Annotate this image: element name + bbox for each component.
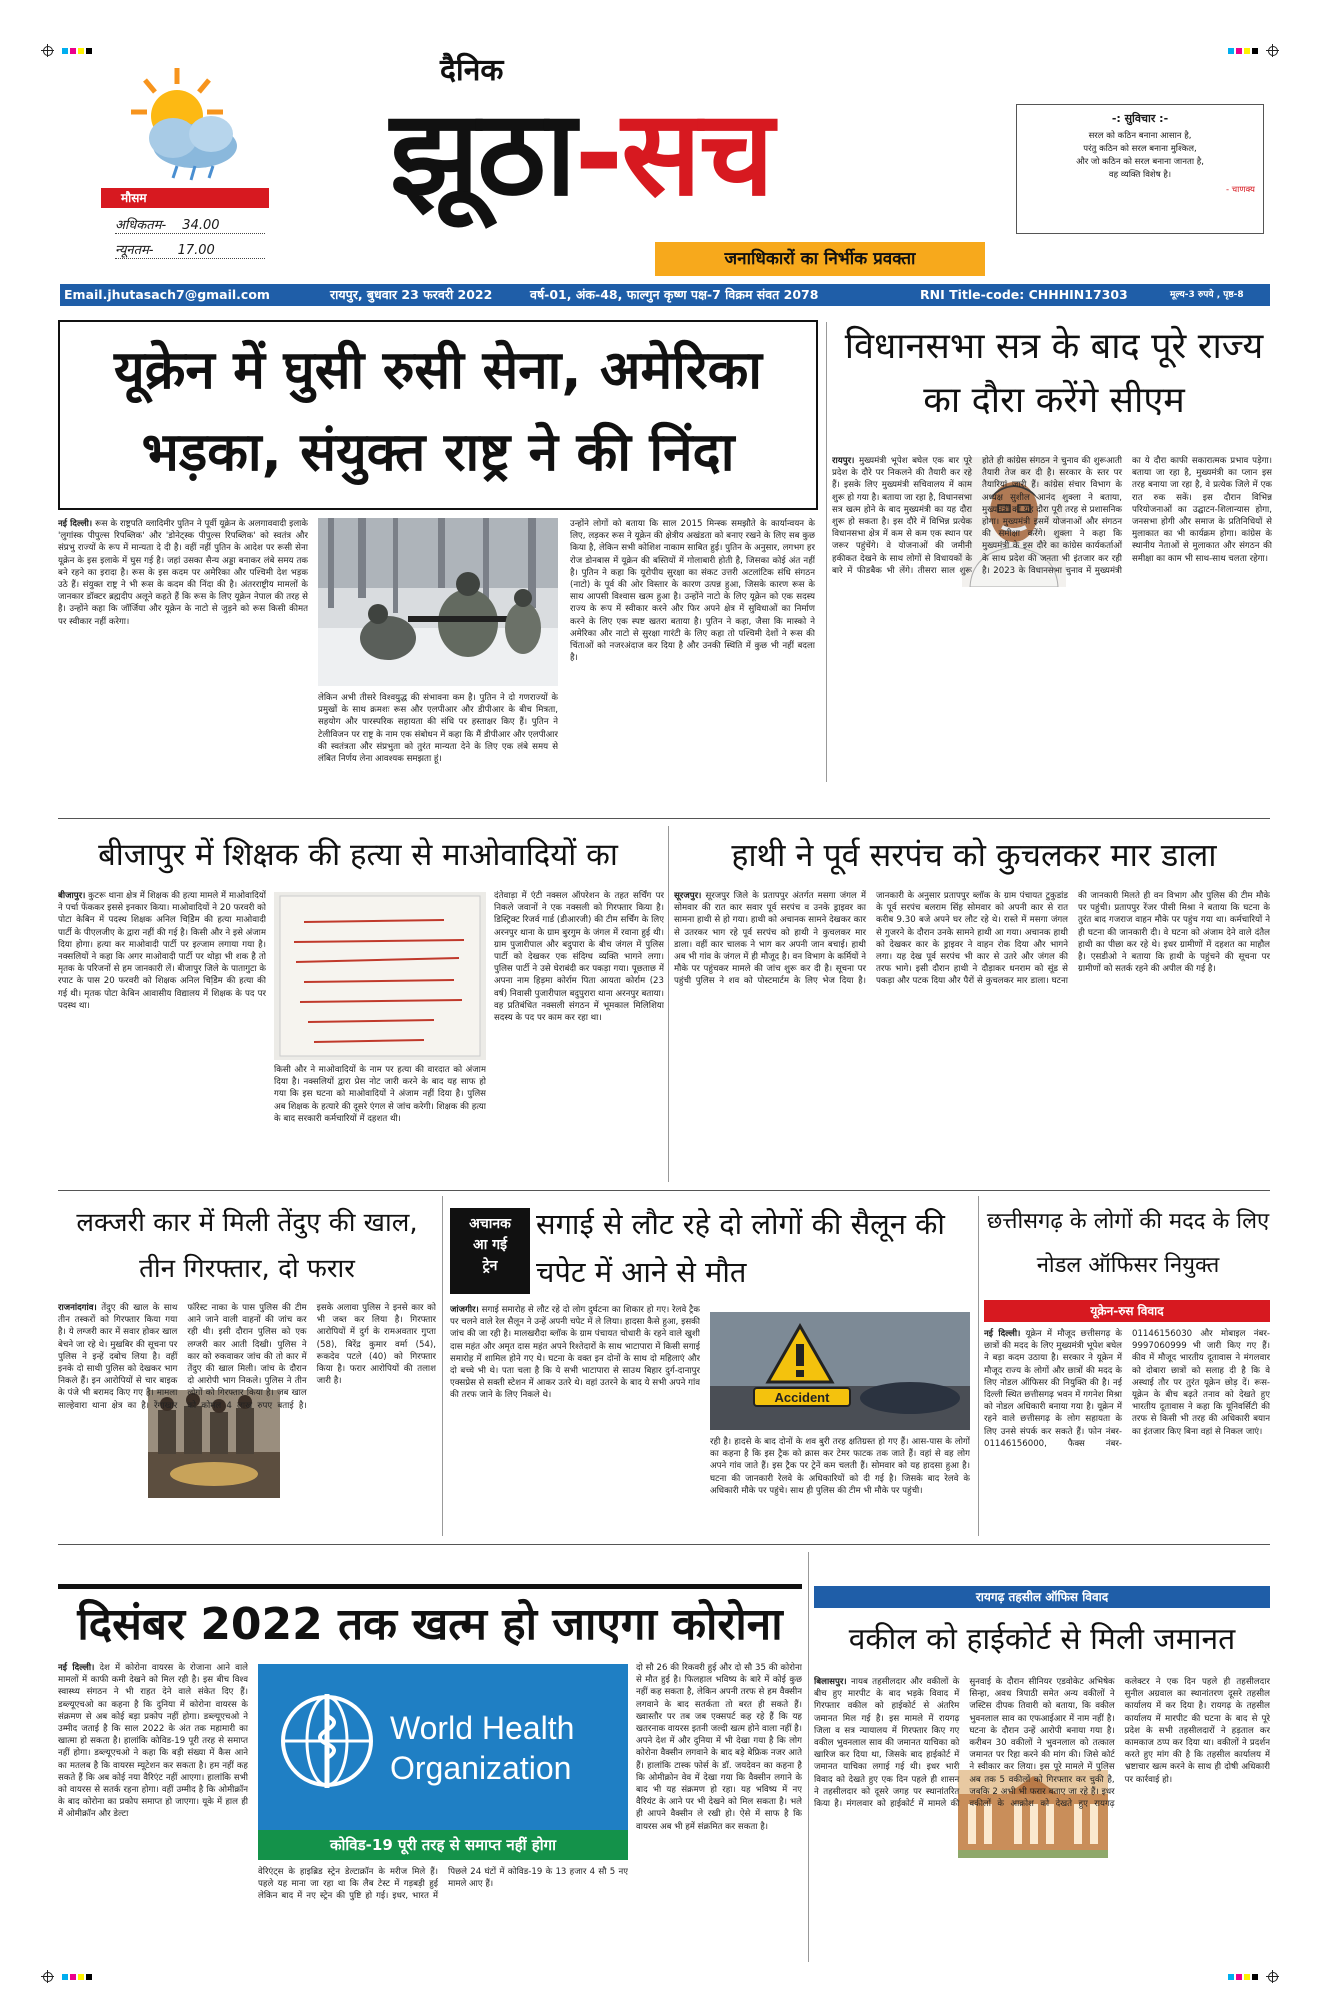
accident-kicker-line1: अचानक bbox=[469, 1216, 511, 1232]
bijapur-body-text-a: कुटरू थाना क्षेत्र में शिक्षक की हत्या मामले में माओवादियों ने पर्चा फेंककर इससे इनकार किया। माओवादियों ने 20 फरवरी को पोटा केबिन में पदस्थ शिक्षक अनिल चिडि़ेम की हत्या माओवादी पार्टी के पीएलजीए के द्वारा नहीं की गई है। किसी और ने इसे अंजाम दिया होगा। हत्या कर माओवादी पार्टी पर इल्जाम लगाया गया है। नक्सलियों ने कहा कि अगर माओवादी पार्टी पर थोड़ा भी शक है तो मृतक के परिजनों से हम जानकारी लें। बीजापुर जिले के पातागुटा के रपाट के पास 20 फरवरी को शिक्षक अनिल चिडि़ेम की हत्या की गई थी। मृतक पोटा केबिन आवासीय विद्यालय में शिक्षक के पद पर पदस्थ था। bbox=[58, 891, 266, 1011]
color-bar bbox=[1228, 48, 1258, 54]
ukraine-body-text-a: रूस के राष्ट्रपति व्लादिमीर पुतिन ने पूर्वी यूक्रेन के अलगाववादी इलाके 'लुगांस्क पीपुल्स रिपब्लिक' और 'डोनेट्स्क पीपुल्स रिपब्लिक' को स्वतंत्र और संप्रभु राज्यों के रूप में मान्यता दे दी है। वहीं नहीं पुतिन के आदेश पर रूसी सेना यूक्रेन के इस इलाके में घुस गई है। जहां उसका सैन्य अड्डा बनाकर लंबे समय तक बने रहने का इरादा है। रूस के इस कदम पर अमेरिका और पश्चिमी देश भड़क उठे हैं। संयुक्त राष्ट्र ने भी रूस के कदम की निंदा की है। अंतरराष्ट्रीय मामलों के जानकार डॉक्टर ब्रह्मदीप अलूने कहते हैं कि रूस के लिए यूक्रेन नेपाल की तरह से है। उन्होंने कहा कि जॉर्जिया और यूक्रेन के नाटो से जुड़ने को रूस किसी कीमत पर स्वीकार नहीं करेगा। bbox=[58, 519, 308, 627]
bijapur-body-b: किसी और ने माओवादियों के नाम पर हत्या की वारदात को अंजाम दिया है। नक्सलियों द्वारा प्रेस नोट जारी करने के बाद यह साफ हो गया कि इस घटना को माओवादियों ने अंजाम नहीं दिया है। पुलिस अब शिक्षक के हत्यारे की दूसरे एंगल से जांच करेगी। शिक्षक की हत्या के बाद सरकारी कर्मचारियों में दहशत थी। bbox=[274, 1065, 486, 1124]
thought-box bbox=[1016, 104, 1264, 234]
email-text: Email.jhutasach7@gmail.com bbox=[64, 287, 270, 302]
who-caption: कोविड-19 पूरी तरह से समाप्त नहीं होगा bbox=[258, 1830, 628, 1860]
bijapur-body-c: दंतेवाड़ा में एंटी नक्सल ऑपरेशन के तहत सर्चिंग पर निकले जवानों ने एक नक्सली को गिरफ्तार किया है। डिस्ट्रिक्ट रिजर्व गार्ड (डीआरजी) की टीम सर्चिंग के लिए अरनपुर थाना के ग्राम बुरगुम के जंगल में रवाना हुई थी। ग्राम पुजारीपाल और बदुपारा के बीच जंगल में पुलिस पार्टी को देखकर एक संदिग्ध व्यक्ति भागने लगा। पुलिस पार्टी ने उसे घेराबंदी कर पकड़ा गया। पूछताछ में अपना नाम हिड़मा कोर्राम पिता आयता कोर्राम (23 वर्ष) निवासी पुजारीपाल बदुपुरारा थाना अरनपुर बताया। वह प्रतिबंधित नक्सली संगठन में भूमकाल मिलिशिया सदस्य के पद पर काम कर रहा था। bbox=[494, 891, 664, 1024]
weather-max-row bbox=[115, 215, 265, 234]
nodal-headline: छत्तीसगढ़ के लोगों की मदद के लिए नोडल ऑफिसर नियुक्त bbox=[986, 1209, 1270, 1278]
cm-tour-body-text: मुख्यमंत्री भूपेश बघेल एक बार पूरे प्रदेश के दौरे पर निकलने की तैयारी कर रहे हैं। इसके लिए मुख्यमंत्री सचिवालय में काम शुरू हो गया है। बताया जा रहा है, विधानसभा सत्र खत्म होने के बाद मुख्यमंत्री का यह दौरा शुरू हो सकता है। इस दौरे में विभिन्न प्रत्येक विधानसभा क्षेत्र में कम से कम एक स्थान पर जरूर पहुंचेंगे। वे योजनाओं की जमीनी हकीकत देखने के साथ लोगों से विधायकों के बारे में फीडबैक भी लेंगे। तीसरा साल शुरू होते ही कांग्रेस संगठन ने चुनाव की शुरूआती तैयारी तेज कर दी है। सरकार के स्तर पर तैयारियां जारी हैं। कांग्रेस संचार विभाग के अध्यक्ष सुशील आनंद शुक्ला ने बताया, मुख्यमंत्री का यह दौरा पूरी तरह से प्रशासनिक होगा। मुख्यमंत्री इसमें योजनाओं और संगठन की समीक्षा करेंगे। शुक्ला ने कहा कि मुख्यमंत्री के इस दौरे का कांग्रेस कार्यकर्ताओं के साथ प्रदेश की जनता भी इंतजार कर रही है। 2023 के विधानसभा चुनाव में मुख्यमंत्री का ये दौरा काफी सकारात्मक प्रभाव पड़ेगा। बताया जा रहा है, मुख्यमंत्री का प्लान इस तरह बनाया जा रहा है, वे प्रत्येक जिले में एक रात रुक सकें। इस दौरान विभिन्न परियोजनाओं का उद्घाटन-शिलान्यास होगा, जनसभा होगी और समाज के प्रतिनिधियों से मुलाकात का भी कार्यक्रम होगा। कांग्रेस के स्थानीय नेताओं से मुलाकात और संगठन की समीक्षा का काम भी साथ-साथ चलता रहेगा। bbox=[832, 456, 1272, 576]
column-rule bbox=[442, 1196, 443, 1536]
tendu-body-text: तेंदुए की खाल के साथ तीन तस्करों को गिरफ्तार किया गया है। ये लग्जरी कार में सवार होकर खाल बेचने जा रहे थे। मुखबिर की सूचना पर पुलिस ने इन्हें दबोच लिया है। वहीं इनके दो साथी पुलिस को देखकर भाग निकले हैं। इन आरोपियों से चार बाइक के पंजे भी बरामद किए गए हैं। मामला साल्हेवारा थाना क्षेत्र का है। रेंगाखार फॉरेस्ट नाका के पास पुलिस की टीम आने जाने वाली वाहनों की जांच कर रही थी। इसी दौरान पुलिस को एक लग्जरी कार आती दिखी। पुलिस ने कार को रुकवाकर जांच की तो कार में तेंदुए की खाल मिली। जांच के दौरान दो आरोपी भाग निकले। पुलिस ने तीन लोगों को गिरफ्तार किया है। जब खाल को कोमल 4 लाख रुपए बताई है। इसके अलावा पुलिस ने इनसे कार को भी जब्त कर लिया है। गिरफ्तार आरोपियों में दुर्ग के रामअवतार गुप्ता (58), बिरेंद्र कुमार वर्मा (54), रूकदेव पटले (40) को गिरफ्तार किया है। फरार आरोपियों की तलाश जारी है। bbox=[58, 1303, 436, 1411]
cm-tour-body bbox=[832, 455, 1272, 783]
who-name-line1: World Health bbox=[390, 1710, 575, 1746]
registration-mark bbox=[43, 1972, 53, 1982]
thought-line: और जो कठिन को सरल बनाना जानता है, bbox=[1076, 157, 1204, 167]
nodal-band: यूक्रेन-रुस विवाद bbox=[984, 1300, 1270, 1322]
bijapur-headline: बीजापुर में शिक्षक की हत्या से माओवादियों का bbox=[98, 837, 618, 873]
who-emblem-icon bbox=[272, 1686, 382, 1796]
dateline-text: रायपुर, बुधवार 23 फरवरी 2022 bbox=[330, 287, 493, 302]
weather-max-value: 34.00 bbox=[182, 218, 220, 233]
color-bar bbox=[62, 48, 92, 54]
cm-tour-dateline: रायपुर। bbox=[832, 456, 855, 466]
tagline: जनाधिकारों का निर्भीक प्रवक्ता bbox=[655, 242, 985, 276]
masthead-prefix: दैनिक bbox=[440, 53, 504, 88]
masthead-title-part2: सच bbox=[621, 84, 773, 222]
rni-text: RNI Title-code: CHHHIN17303 bbox=[920, 287, 1128, 302]
tendu-body bbox=[58, 1302, 436, 1532]
masthead-title-dash: - bbox=[574, 84, 622, 222]
corona-headline-box bbox=[58, 1584, 802, 1589]
tendu-headline: लक्जरी कार में मिली तेंदुए की खाल, तीन गिरफ्तार, दो फरार bbox=[76, 1208, 418, 1284]
registration-mark bbox=[43, 46, 53, 56]
weather-label: मौसम bbox=[101, 188, 269, 208]
nodal-body bbox=[984, 1328, 1270, 1532]
who-name-line2: Organization bbox=[390, 1750, 572, 1786]
weather-min-row bbox=[115, 240, 265, 259]
column-rule bbox=[978, 1196, 979, 1536]
raigarh-dateline: बिलासपुर। bbox=[814, 1677, 847, 1687]
weather-box bbox=[95, 60, 275, 270]
elephant-dateline: सूरजपुर। bbox=[674, 891, 702, 901]
registration-mark bbox=[1268, 46, 1278, 56]
info-bar bbox=[60, 284, 1270, 306]
bijapur-dateline: बीजापुर। bbox=[58, 891, 86, 901]
accident-body-text-a: सगाई समारोह से लौट रहे दो लोग दुर्घटना का शिकार हो गए। रेलवे ट्रैक पर चलने वाले रेल सैलून ने उन्हें अपनी चपेट में ले लिया। हादसा कैसे हुआ, इसकी जांच की जा रही है। मालखरौदा ब्लॉक के ग्राम पंचायत चोधारी के रहने वाले खुशी दास महंत और अमृत दास महंत अपने रिश्तेदारों के साथ भाटापारा में किसी सगाई समारोह में शामिल होने गए थे। घटना के वक्त इन दोनों के साथ दो महिलाएं और दो बच्चे भी थे। पता चला है कि ये सभी भाटापारा से साउथ बिहार दुर्ग-दानापुर एक्सप्रेस से सक्ती स्टेशन में आकर उतरे थे। वहां उतरने के बाद ये सभी अपने गांव की तरफ जाने के लिए निकले थे। bbox=[450, 1305, 700, 1401]
ukraine-dateline: नई दिल्ली। bbox=[58, 519, 93, 529]
section-rule bbox=[58, 818, 1270, 819]
nodal-body-text: यूक्रेन में मौजूद छत्तीसगढ़ के छात्रों की मदद के लिए मुख्यमंत्री भूपेश बघेल ने बड़ा कदम उठाया है। सरकार ने यूक्रेन में मौजूद राज्य के लोगों और छात्रों की मदद के लिए नोडल ऑफिसर की नियुक्ति की है। नई दिल्ली स्थित छत्तीसगढ़ भवन में गगनेश मिश्रा को नोडल अधिकारी बनाया गया है। यूक्रेन में रहने वाले छत्तीसगढ़ के लोग सहायता के लिए उनसे संपर्क कर सकते हैं। फोन नंबर- 01146156000, फैक्स नंबर- 01146156030 और मोबाइल नंबर- 9997060999 भी जारी किए गए हैं। कीव में मौजूद भारतीय दूतावास ने मंगलवार को दोबारा छात्रों को सलाह दी है कि वे अस्थाई तौर पर तुरंत यूक्रेन छोड़ दें। रूस-यूक्रेन के बीच बढ़ते तनाव को देखते हुए भारतीय दूतावास ने कहा कि यूनिवर्सिटी की तरफ से किसी भी तरह की अधिकारी बयान का इंतजार किए बिना वहां से निकल जाएं। bbox=[984, 1329, 1270, 1449]
masthead-title bbox=[390, 78, 990, 228]
soldiers-photo bbox=[318, 518, 558, 686]
nodal-dateline: नई दिल्ली। bbox=[984, 1329, 1021, 1339]
weather-min-value: 17.00 bbox=[177, 243, 215, 258]
accident-kicker-box bbox=[450, 1208, 530, 1294]
corona-body-text-a: देश में कोरोना वायरस के रोजाना आने वाले मामलों में काफी कमी देखने को मिल रही है। इस बीच विश्व स्वास्थ्य संगठन ने भी राहत देने वाले संकेत दिए हैं। डब्ल्यूएचओ का कहना है कि दुनिया में कोरोना वायरस के संक्रमण से अब कोई बड़ा प्रकोप नहीं होगा। डब्ल्यूएचओ ने उम्मीद जताई है कि साल 2022 के अंत तक महामारी का खात्मा हो सकता है। हालांकि कोविड-19 पूरी तरह से समाप्त नहीं होगा। डब्ल्यूएचओ ने कहा कि बड़ी संख्या में कैस आने का मतलब है कि वायरस म्यूटेशन कर सकता है। हम नहीं कह सकते हैं कि अब कोई नया वैरिएंट नहीं आएगा। हालांकि सभी को वायरस से सतर्क रहना होगा। वहीं उम्मीद है कि ओमीक्रॉन के बाद कोरोना का प्रकोप समाप्त हो जाएगा। यूके में हाल ही में ओमीक्रॉन और डेल्टा bbox=[58, 1663, 248, 1820]
weather-min-label: न्यूनतम- bbox=[115, 243, 154, 258]
who-image bbox=[258, 1664, 628, 1860]
column-rule bbox=[808, 1552, 809, 1962]
raigarh-body bbox=[814, 1676, 1270, 1958]
thought-heading: -: सुविचार :- bbox=[1111, 112, 1169, 125]
weather-max-label: अधिकतम- bbox=[115, 218, 167, 233]
ukraine-body-a bbox=[58, 518, 308, 780]
column-rule bbox=[826, 322, 827, 782]
color-bar bbox=[1228, 1974, 1258, 1980]
price-text: मूल्य-3 रुपये , पृष्ठ-8 bbox=[1170, 290, 1244, 300]
section-rule bbox=[58, 1190, 1270, 1191]
thought-line: सरल को कठिन बनाना आसान है, bbox=[1088, 131, 1192, 141]
accident-headline: सगाई से लौट रहे दो लोगों की सैलून की चपेट में आने से मौत bbox=[536, 1207, 945, 1289]
cm-tour-text bbox=[832, 455, 1272, 783]
cm-tour-headline: विधानसभा सत्र के बाद पूरे राज्य का दौरा करेंगे सीएम bbox=[844, 326, 1264, 421]
accident-body-a bbox=[450, 1304, 700, 1532]
volume-text: वर्ष-01, अंक-48, फाल्गुन कृष्ण पक्ष-7 विक्रम संवत 2078 bbox=[530, 287, 819, 302]
ukraine-body-b: लेकिन अभी तीसरे विश्वयुद्ध की संभावना कम है। पुतिन ने दो गणराज्यों के प्रमुखों के साथ क्रमशः रूस और एलपीआर और डीपीआर के बीच मित्रता, सहयोग और पारस्परिक सहायता की संधि पर हस्ताक्षर किए हैं। पुतिन ने टेलीविजन पर राष्ट्र के नाम एक संबोधन में कहा कि मैं डीपीआर और एलपीआर की स्वतंत्रता और संप्रभुता को तुरंत मान्यता देने के लिए एक लंबे समय से लंबित निर्णय लेना आवश्यक समझता हूं। bbox=[318, 693, 558, 765]
corona-body-a bbox=[58, 1662, 248, 1958]
raigarh-body-text: नायब तहसीलदार और वकीलों के बीच हुए मारपीट के बाद भड़के विवाद में गिरफ्तार वकील को हाईकोर्ट से अंतरिम जमानत मिल गई है। इस मामले में रायगढ़ जिला व सत्र न्यायालय में गिरफ्तार किए गए वकील भुवनलाल साव की जमानत याचिका को खारिज कर दिया था, जिसके बाद हाईकोर्ट में जमानत याचिका लगाई गई थी। इधर भारी विवाद को देखते हुए एक दिन पहले ही शासन ने तहसीलदार को दूसरे जगह पर स्थानांतरित किया है। मंगलवार को हाईकोर्ट में मामले की सुनवाई के दौरान सीनियर एडवोकेट अभिषेक सिन्हा, अवध त्रिपाठी समेत अन्य वकीलों ने जस्टिस दीपक तिवारी को बताया, कि वकील भुवनलाल साव का एफआईआर में नाम नहीं है। घटना के दौरान उन्हें आरोपी बनाया गया है। करीबन 30 वकीलों ने भुवनलाल को तत्काल जमानत पर रिहा करने की मांग की। जिसे कोर्ट ने स्वीकार कर लिया। इस पूरे मामले में पुलिस अब तक 5 वकीलों को गिरफ्तार कर चुकी है, जबकि 2 अभी भी फरार बताए जा रहे हैं। इधर वकीलों के आक्रोश को देखते हुए रायगढ़ कलेक्टर ने एक दिन पहले ही तहसीलदार सुनील अग्रवाल का स्थानांतरण दूसरे तहसील कार्यालय में कर दिया है। रायगढ़ के तहसील कार्यालय में मारपीट की घटना के बाद से पूरे प्रदेश के सभी तहसीलदारों ने हड़ताल कर कामकाज ठप्प कर दिया था। वकीलों ने प्रदर्शन करते हुए मांग की है कि तहसील कार्यालय में भ्रष्टाचार खत्म करने के साथ ही दोषी अधिकारी पर कार्रवाई हो। bbox=[814, 1677, 1270, 1810]
corona-body-c: दो सौ 26 की रिकवरी हुई और दो सौ 35 की कोरोना से मौत हुई है। फिलहाल भविष्य के बारे में कोई कुछ नहीं कह सकता है, लेकिन अपनी तरफ से हम वैक्सीन लगवाने के बाद सतर्कता तो बरत ही सकते हैं। ख्वास्तौर पर तब जब एक्सपर्ट कह रहे हैं कि यह खतरनाक वायरस इतनी जल्दी खत्म होने वाला नहीं है। अपने देश में और दुनिया में भी देखा गया है कि लोग कोरोना वैक्सीन लगवाने के बाद बड़े बेफ्रिक नजर आते हैं। हालांकि टास्क फोर्स के डॉ. जयदेवन का कहना है कि ओमीक्रोन वेव में देखा गया कि वैक्सीन लगाने के बाद भी यह संक्रमण हो रहा। यह भविष्य में नए वैरियंट के आने पर भी देखने को मिल सकता है। भले ही आपने वैक्सीन ले रखी हो। ऐसे में साफ है कि वायरस अब भी हमें संक्रमित कर सकता है। bbox=[636, 1663, 802, 1832]
thought-author: - चाणक्य bbox=[1226, 185, 1255, 195]
column-rule bbox=[668, 826, 669, 1182]
ukraine-body-c: उन्होंने लोगों को बताया कि साल 2015 मिन्स्क समझौते के कार्यान्वयन के लिए, लड़कर रूस ने यूक्रेन की क्षेत्रीय अखंडता को बनाए रखने के लिए सब कुछ किया है, लेकिन सभी कोशिश नाकाम साबित हुई। पुतिन के अनुसार, लगभग हर रोज डोनबास में यूक्रेन की बस्तियों में गोलाबारी होती है, जिसका कोई अंत नहीं है। पुतिन ने कहा कि यूरोपीय सुरक्षा का संकट उत्तरी अटलांटिक संधि संगठन (नाटो) के पूर्व की ओर विस्तार के कारण उत्पन्न हुआ, जिसके कारण रूस के साथ आपसी विश्वास खत्म हुआ है। उन्होंने नाटो के लिए यूक्रेन को एक सदस्य राज्य के रूप में स्वीकार करने और फिर अपने क्षेत्र में सुविधाओं का निर्माण करने के लिए एक स्पष्ट खतरा बताया है। पुतिन ने कहा, जैसा कि मास्को ने अमेरिका और नाटो से सुरक्षा गारंटी के लिए कहा तो पश्चिमी देशों ने रूस की चिंताओं को नजरअंदाज कर दिया है और उनकी स्थिति में कुछ भी नहीं बदला है। bbox=[570, 519, 815, 664]
raigarh-headline: वकील को हाईकोर्ट से मिली जमानत bbox=[848, 1622, 1236, 1657]
corona-headline: दिसंबर 2022 तक खत्म हो जाएगा कोरोना bbox=[77, 1599, 783, 1650]
accident-photo bbox=[710, 1312, 970, 1430]
elephant-body bbox=[674, 890, 1270, 1178]
elephant-headline: हाथी ने पूर्व सरपंच को कुचलकर मार डाला bbox=[731, 836, 1217, 874]
sun-cloud-icon bbox=[107, 60, 257, 190]
accident-body-b: रही है। हादसे के बाद दोनों के शव बुरी तरह क्षतिग्रस्त हो गए हैं। आस-पास के लोगों का कहना है कि इस ट्रैक को क्रास कर टेमर फाटक तक जाते हैं। वहां से वह लोग अपने गांव जाते हैं। इस ट्रैक पर ट्रेनें कम चलती हैं। सोमवार को यह हादसा हुआ है। घटना की जानकारी रेलवे के अधिकारियों को दी गई है। जिसके बाद रेलवे के अधिकारी मौके पर पहुंचे। साथ ही पुलिस की टीम भी मौके पर पहुंची। bbox=[710, 1437, 970, 1496]
tendu-dateline: राजनांदगांव। bbox=[58, 1303, 97, 1313]
corona-body-b: वेरिएंट्स के हाइब्रिड स्ट्रेन डेल्टाक्रॉन के मरीज मिले हैं। पहले यह माना जा रहा था कि लैब टेस्ट में गड़बड़ी हुई लेकिन बाद में नए स्ट्रेन की पुष्टि हो गई। इधर, भारत में पिछले 24 घंटों में कोविड-19 के 13 हजार 4 सौ 5 नए मामले आए हैं। bbox=[258, 1867, 628, 1902]
thought-line: वह व्यक्ति विशेष है। bbox=[1108, 170, 1172, 180]
elephant-body-text: सूरजपुर जिले के प्रतापपुर अंतर्गत मसगा जंगल में सोमवार की रात कार सवार पूर्व सरपंच व उनके ड्राइवर का सामना हाथी से हो गया। हाथी को अचानक सामने देखकर कार से उतरकर भाग रहे पूर्व सरपंच को हाथी ने कुचलकर मार डाला। वहीं कार चालक ने भाग कर अपनी जान बचाई। हाथी अब भी गांव के जंगल में ही मौजूद है। वन विभाग के कर्मियों ने मौके पर पहुंचकर मामले की जांच शुरू कर दी है। सूचना पर पहुंची पुलिस ने शव को पोस्टमार्टम के लिए भेज दिया है। जानकारी के अनुसार प्रतापपुर ब्लॉक के ग्राम पंचायत टुकुडांड के पूर्व सरपंच बलराम सिंह सोमवार को अपनी कार से रात करीब 9.30 बजे अपने घर लौट रहे थे। रास्ते में मसगा जंगल से गुजरने के दौरान उनके सामने हाथी आ गया। अचानक हाथी को देखकर कार के ड्राइवर ने वाहन रोक दिया और भागने लगा। यह देख पूर्व सरपंच भी कार से उतरे और जंगल की तरफ भागे। इसी दौरान हाथी ने दौड़ाकर धनराम को सूंड से पकड़ा और पटक दिया और पैरों से कुचलकर मार डाला। घटना की जानकारी मिलते ही वन विभाग और पुलिस की टीम मौके पर पहुंची। प्रतापपुर रेंजर पीसी मिश्रा ने बताया कि घटना के तुरंत बाद गजराज वाहन मौके पर पहुंच गया था। कर्मचारियों ने ही घटना की जानकारी दी। वे घटना को अंजाम देने वाले दंतैल हाथी का पीछा कर रहे थे। इधर ग्रामीणों में दहशत का माहौल है। एसडीओ ने बताया कि हाथी के पहुंचने की सूचना पर ग्रामीणों को सतर्क रहने की अपील की गई है। bbox=[674, 891, 1270, 987]
section-rule bbox=[58, 1544, 1270, 1545]
registration-mark bbox=[1268, 1972, 1278, 1982]
accident-sign-text: Accident bbox=[774, 1390, 830, 1405]
masthead-title-part1: झूठा bbox=[390, 84, 575, 222]
maoist-letter-photo bbox=[274, 892, 486, 1060]
corona-dateline: नई दिल्ली। bbox=[58, 1663, 95, 1673]
accident-kicker-line2: आ गई bbox=[473, 1237, 507, 1253]
accident-dateline: जांजगीर। bbox=[450, 1305, 479, 1315]
thought-line: परंतु कठिन को सरल बनाना मुश्किल, bbox=[1083, 144, 1197, 154]
bijapur-body-a bbox=[58, 890, 266, 1178]
ukraine-headline: यूक्रेन में घुसी रुसी सेना, अमेरिका भड़का, संयुक्त राष्ट्र ने की निंदा bbox=[113, 340, 763, 483]
raigarh-band: रायगढ़ तहसील ऑफिस विवाद bbox=[814, 1586, 1270, 1608]
accident-kicker-line3: ट्रेन bbox=[482, 1258, 498, 1274]
color-bar bbox=[62, 1974, 92, 1980]
